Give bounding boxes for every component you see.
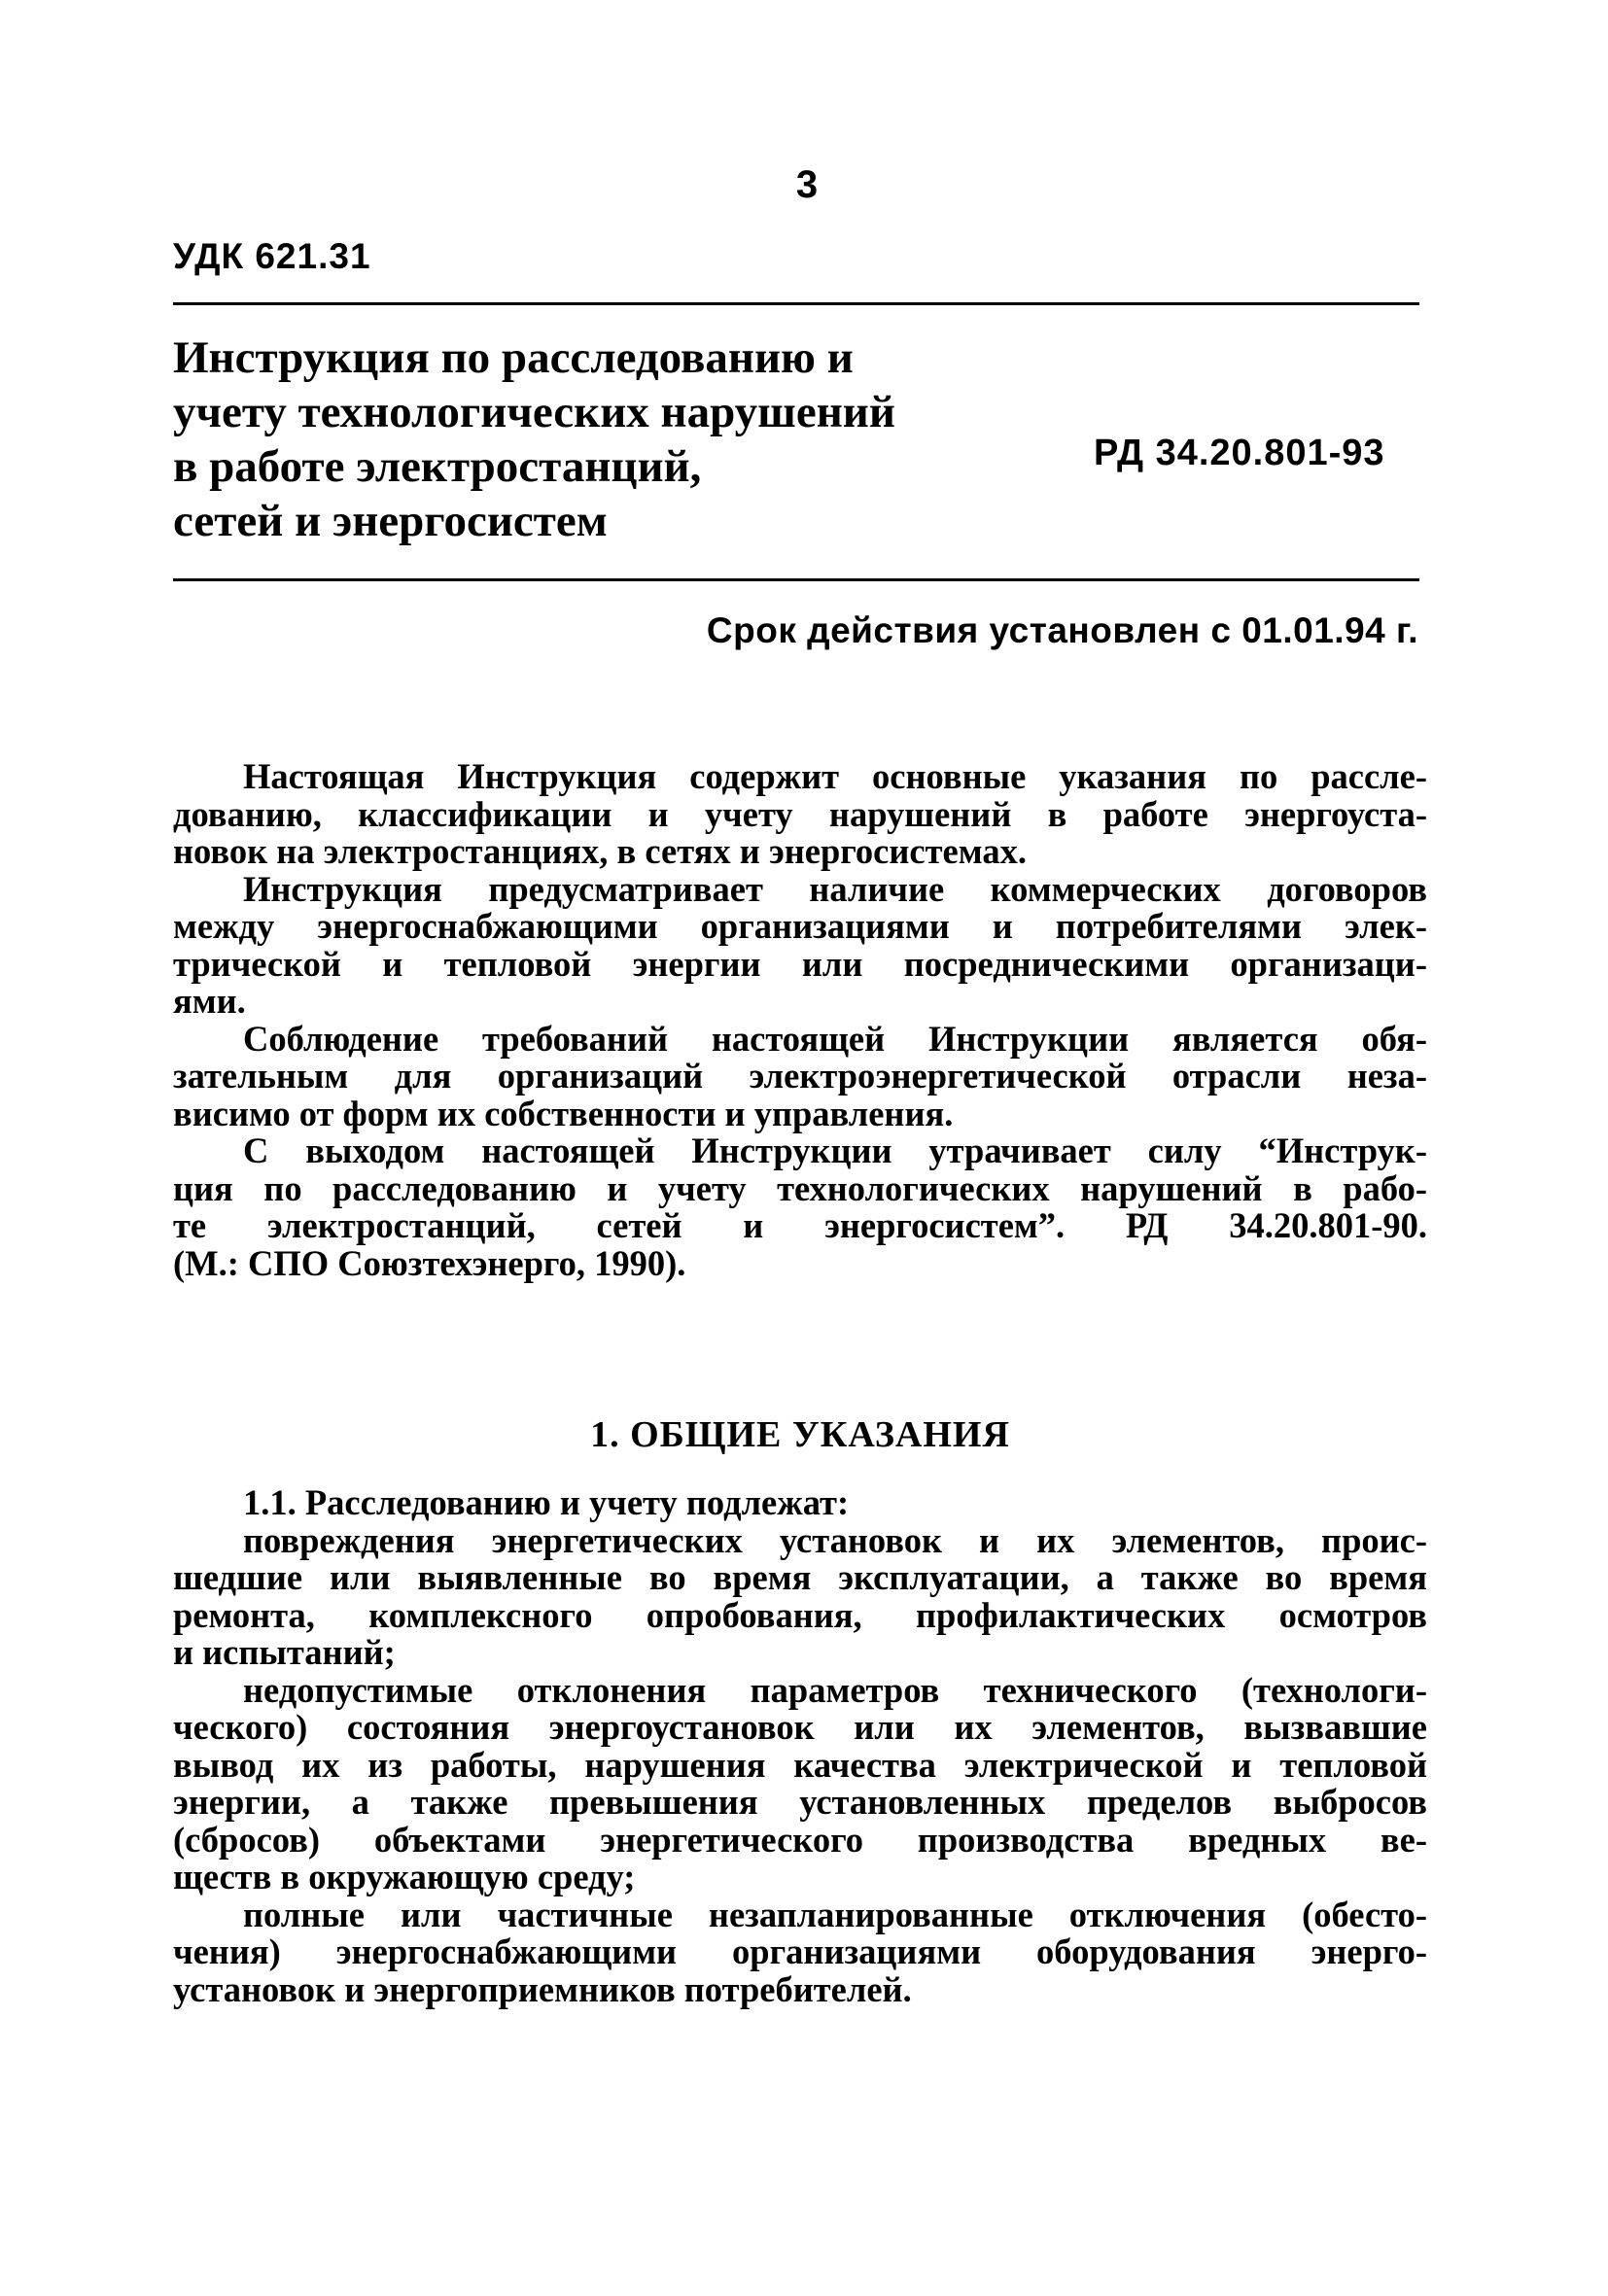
text-line: С выходом настоящей Инструкции утрачивает силу “Инструк- [243,1131,1427,1170]
validity-date: Срок действия установлен с 01.01.94 г. [706,610,1418,650]
header-bottom-rule [173,578,1419,581]
text-line: Настоящая Инструкция содержит основные указания по рассле- [243,756,1427,796]
text-line: трической и тепловой энергии или посредническими организаци- [173,943,1427,984]
text-line: дованию, классификации и учету нарушений в работе энергоуста- [173,793,1427,834]
text-line: новок на электростанциях, в сетях и энергосистемах. [173,831,1027,871]
text-line: установок и энергоприемников потребителей. [173,1968,912,2009]
text-line: 1.1. Расследованию и учету подлежат: [243,1482,850,1522]
document-title [173,330,1106,548]
text-line: зательным для организаций электроэнергетической отрасли неза- [173,1056,1427,1096]
document-title-line: в работе электростанций, [173,441,702,492]
udk-code: УДК 621.31 [173,236,371,276]
text-line: ческого) состояния энергоустановок или их элементов, вызвавшие [173,1707,1427,1747]
page-number: 3 [795,163,819,206]
text-line: энергии, а также превышения установленных пределов выбросов [173,1782,1427,1822]
section-heading: 1. ОБЩИЕ УКАЗАНИЯ [590,1414,1010,1455]
text-line: повреждения энергетических установок и их элементов, проис- [243,1519,1427,1560]
text-line: полные или частичные незапланированные отключения (обесто- [243,1894,1427,1934]
document-title-line: сетей и энергосистем [173,496,608,546]
intro-text [173,758,1427,1282]
text-line: недопустимые отклонения параметров технического (технологи- [243,1669,1427,1710]
text-line: ция по расследованию и учету технологических нарушений в рабо- [173,1167,1427,1208]
text-line: чения) энергоснабжающими организациями оборудования энерго- [173,1931,1427,1971]
text-line: те электростанций, сетей и энергосистем”. РД 34.20.801-90. [173,1205,1427,1245]
header-top-rule [173,302,1419,305]
document-title-line: учету технологических нарушений [173,387,895,437]
text-line: Соблюдение требований настоящей Инструкции является обя- [243,1018,1427,1059]
text-line: (М.: СПО Союзтехэнерго, 1990). [173,1242,686,1283]
text-line: ями. [173,981,246,1021]
section-text [173,1484,1427,2008]
text-line: ществ в окружающую среду; [173,1857,636,1896]
text-line: между энергоснабжающими организациями и потребителями элек- [173,906,1427,946]
text-line: шедшие или выявленные во время эксплуатации, а также во время [173,1557,1427,1597]
text-line: висимо от форм их собственности и управления. [173,1093,954,1133]
text-line: (сбросов) объектами энергетического производства вредных ве- [173,1819,1427,1860]
document-code: РД 34.20.801-93 [1094,433,1385,473]
text-line: Инструкция предусматривает наличие коммерческих договоров [243,868,1427,909]
document-title-line: Инструкция по расследованию и [173,332,854,383]
text-line: ремонта, комплексного опробования, профилактических осмотров [173,1594,1427,1635]
text-line: вывод их из работы, нарушения качества электрической и тепловой [173,1744,1427,1785]
text-line: и испытаний; [173,1632,396,1672]
